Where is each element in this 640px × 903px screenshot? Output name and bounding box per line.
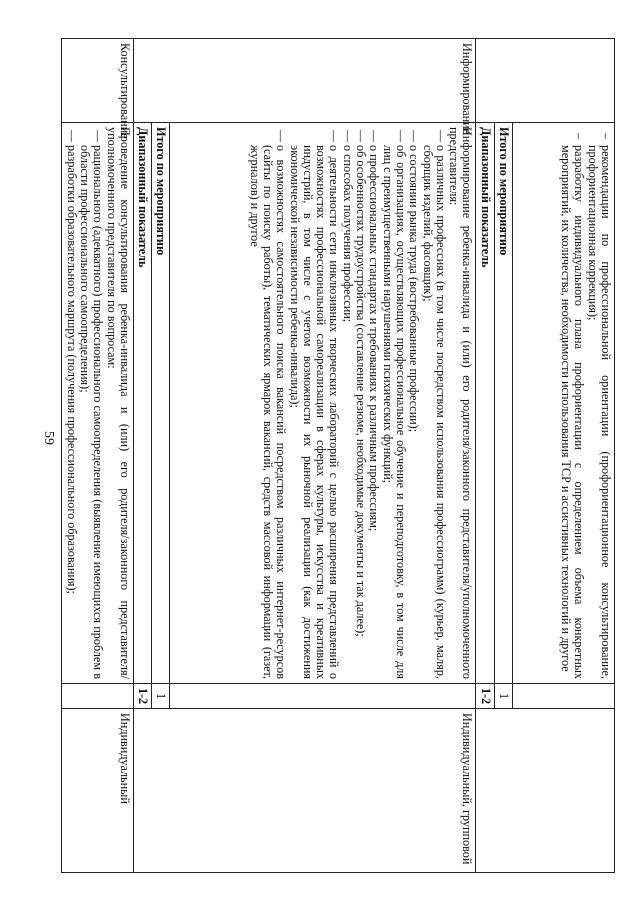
table-row-continuation — [513, 39, 615, 873]
informing-name: Информирование — [133, 39, 476, 123]
list-item: — об особенностях трудоустройства (составление резюме, необходимые документы и так далее); — [354, 129, 369, 637]
continuation-items-cell — [513, 123, 615, 684]
list-item: – рекомендации по профессиональной ориентации (профориентационное консультирование, профориентационная коррекция); — [585, 132, 613, 679]
empty-name-cell — [476, 39, 615, 123]
total-label: Итого по мероприятию — [494, 123, 512, 684]
measures-table — [61, 38, 615, 873]
empty-form-cell — [476, 709, 615, 873]
informing-intro: Информирование ребенка-инвалида и (или) его родителя/законного представителя/уполномоченного представителя: — [447, 127, 475, 679]
empty-count-cell — [170, 684, 476, 709]
total-value: 1 — [494, 684, 512, 709]
page-number: 59 — [41, 431, 56, 445]
consulting-form: Индивидуальный — [62, 709, 133, 873]
list-item: — о способах получения профессии; — [340, 129, 355, 323]
list-item: — о состоянии рынка труда (востребованные профессии); — [407, 129, 422, 433]
total-label: Итого по мероприятию — [152, 123, 170, 684]
consulting-content-cell — [62, 123, 133, 684]
informing-form: Индивидуальный, групповой — [133, 709, 476, 873]
informing-content-cell — [170, 123, 476, 684]
list-item: — об организациях, осуществляющих профессиональное обучение и переподготовку, в том числе для лиц с преимущественными нарушениями психических функций; — [380, 129, 408, 679]
consulting-name: Консультирование — [62, 39, 133, 123]
list-item: — о различных профессиях (в том числе посредством использования профессиограмм) (курьер, маляр, сборщик изделий, фасовщик); — [420, 129, 448, 679]
list-item: — разработки образовательного маршрута (получения профессионального образования); — [64, 129, 79, 594]
empty-count-cell — [513, 684, 615, 709]
empty-count-cell — [62, 684, 133, 709]
list-item: — о деятельности сети инклюзивных творческих лабораторий с целью расширения представлений о возможностях профессиональной самореализации в сферах культуры, искусства и креативных индустрий, в том числе с учетом возможности их рыночной реализации (как достижения экономической независимости ребенка-инвалида); — [287, 129, 342, 679]
list-item: — рационального (адекватного) профессионального самоопределения (выявление имеющихся проблем в области профессионального самоопределения); — [77, 129, 106, 679]
table-row-consulting — [62, 39, 133, 873]
range-value: 1-2 — [133, 684, 151, 709]
consulting-intro: Проведение консультирования ребенка-инвалида и (или) его родителя/законного представителя/уполномоченного представителя по вопросам: — [104, 127, 132, 679]
range-label: Диапазонный показатель — [476, 123, 494, 684]
range-value: 1-2 — [476, 684, 494, 709]
table-row-informing — [170, 39, 476, 873]
list-item: — о возможностях самостоятельного поиска вакансий посредством различных интернет-ресурсов (сайты по поиску работы), тематических ярмарок вакансий, средств массовой информации (газет, журналов) и другое — [247, 129, 289, 679]
range-label: Диапазонный показатель — [133, 123, 151, 684]
total-value: 1 — [152, 684, 170, 709]
rotated-table-container — [64, 38, 615, 872]
list-item: — о профессиональных стандартах и требованиях к различным профессиям; — [367, 129, 382, 532]
list-item: – разработку индивидуального плана профориентации с определением объема конкретных мероприятий, их количества, необходимости использования ТСР и ассистивных технологий и другое — [559, 132, 587, 679]
